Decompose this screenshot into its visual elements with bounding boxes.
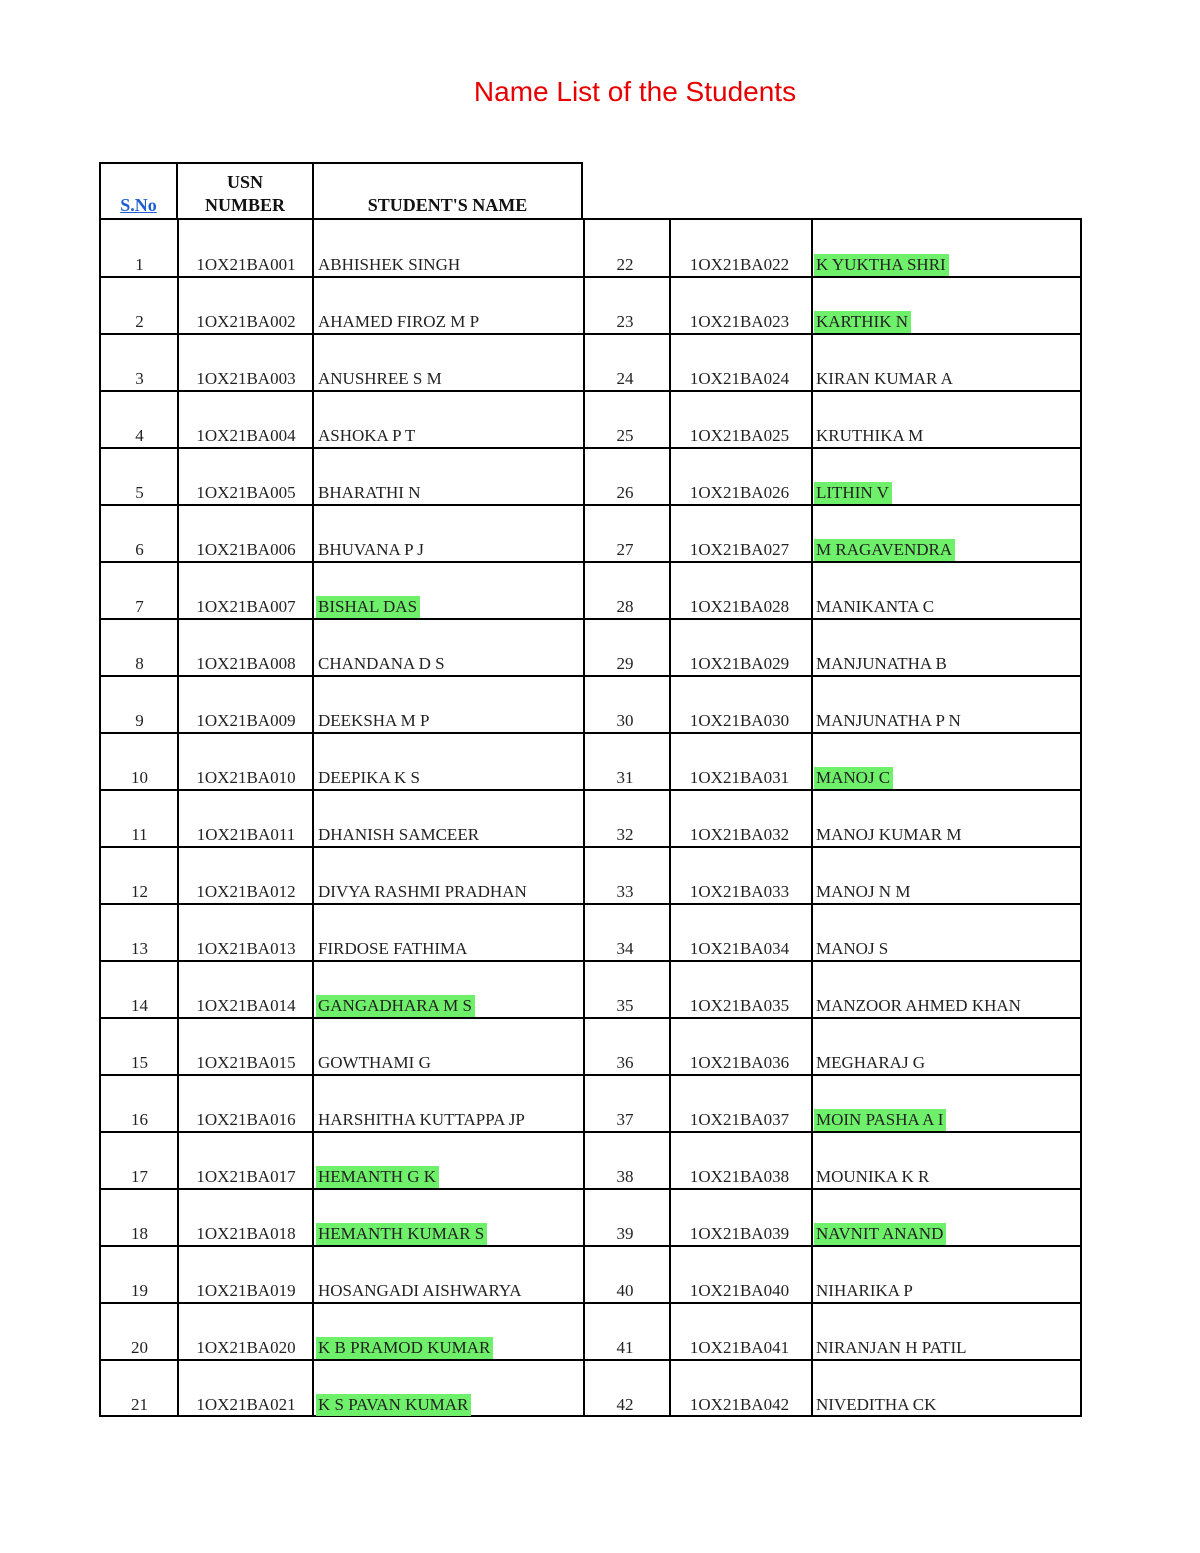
cell-sno: 5 xyxy=(135,483,144,502)
cell-usn: 1OX21BA001 xyxy=(196,255,296,274)
cell-sno: 14 xyxy=(131,996,148,1015)
cell-sno: 41 xyxy=(616,1338,634,1357)
cell-usn: 1OX21BA039 xyxy=(689,1224,790,1243)
cell-usn: 1OX21BA035 xyxy=(689,996,790,1015)
cell-sno: 23 xyxy=(616,312,634,331)
cell-sno: 11 xyxy=(131,825,148,844)
cell-sno: 21 xyxy=(131,1395,148,1414)
cell-usn: 1OX21BA015 xyxy=(196,1053,296,1072)
cell-usn: 1OX21BA037 xyxy=(689,1110,790,1129)
cell-usn: 1OX21BA033 xyxy=(689,882,790,901)
cell-student-name: MANJUNATHA B xyxy=(816,654,947,673)
cell-usn: 1OX21BA023 xyxy=(689,312,790,331)
cell-sno: 6 xyxy=(135,540,144,559)
cell-student-name: MANOJ S xyxy=(816,939,889,958)
cell-sno: 9 xyxy=(135,711,144,730)
cell-student-name: MANIKANTA C xyxy=(816,597,935,616)
header-student-name: STUDENT'S NAME xyxy=(367,195,528,215)
cell-usn: 1OX21BA005 xyxy=(196,483,296,502)
header-usn xyxy=(178,164,314,220)
cell-usn: 1OX21BA006 xyxy=(196,540,296,559)
cell-student-name: CHANDANA D S xyxy=(318,654,445,673)
cell-usn: 1OX21BA011 xyxy=(196,825,296,844)
cell-usn: 1OX21BA027 xyxy=(689,540,790,559)
cell-usn: 1OX21BA019 xyxy=(196,1281,296,1300)
cell-usn: 1OX21BA042 xyxy=(689,1395,790,1414)
cell-student-name: GANGADHARA M S xyxy=(316,995,475,1017)
cell-sno: 38 xyxy=(616,1167,634,1186)
table-header xyxy=(99,162,583,220)
table-row xyxy=(101,1075,1080,1132)
cell-student-name: NAVNIT ANAND xyxy=(814,1223,946,1245)
table-row xyxy=(101,733,1080,790)
cell-student-name: FIRDOSE FATHIMA xyxy=(318,939,468,958)
cell-student-name: NIRANJAN H PATIL xyxy=(816,1338,967,1357)
cell-student-name: HEMANTH G K xyxy=(316,1166,439,1188)
cell-usn: 1OX21BA007 xyxy=(196,597,296,616)
table-row xyxy=(101,334,1080,391)
cell-student-name: KARTHIK N xyxy=(814,311,911,333)
cell-sno: 42 xyxy=(616,1395,634,1414)
cell-usn: 1OX21BA040 xyxy=(689,1281,790,1300)
table-row xyxy=(101,1303,1080,1360)
cell-student-name: MEGHARAJ G xyxy=(816,1053,926,1072)
cell-usn: 1OX21BA031 xyxy=(689,768,790,787)
table-row xyxy=(101,277,1080,334)
cell-student-name: MANOJ N M xyxy=(816,882,911,901)
cell-usn: 1OX21BA034 xyxy=(689,939,790,958)
cell-usn: 1OX21BA036 xyxy=(689,1053,790,1072)
cell-sno: 16 xyxy=(131,1110,148,1129)
cell-usn: 1OX21BA020 xyxy=(196,1338,296,1357)
cell-usn: 1OX21BA003 xyxy=(196,369,296,388)
cell-student-name: KIRAN KUMAR A xyxy=(816,369,953,388)
cell-usn: 1OX21BA025 xyxy=(689,426,790,445)
cell-usn: 1OX21BA024 xyxy=(689,369,790,388)
table-row xyxy=(101,904,1080,961)
cell-sno: 35 xyxy=(616,996,634,1015)
table-row xyxy=(101,220,1080,277)
cell-usn: 1OX21BA028 xyxy=(689,597,790,616)
cell-usn: 1OX21BA021 xyxy=(196,1395,296,1414)
sno-header-link[interactable]: S.No xyxy=(120,195,157,215)
cell-sno: 12 xyxy=(131,882,148,901)
cell-student-name: DIVYA RASHMI PRADHAN xyxy=(318,882,527,901)
cell-usn: 1OX21BA038 xyxy=(689,1167,790,1186)
cell-student-name: MANJUNATHA P N xyxy=(816,711,961,730)
cell-sno: 37 xyxy=(616,1110,634,1129)
cell-student-name: K B PRAMOD KUMAR xyxy=(316,1337,493,1359)
cell-student-name: NIVEDITHA CK xyxy=(816,1395,937,1414)
cell-sno: 10 xyxy=(131,768,148,787)
cell-usn: 1OX21BA004 xyxy=(196,426,296,445)
cell-sno: 26 xyxy=(616,483,634,502)
table-row xyxy=(101,961,1080,1018)
cell-student-name: DEEPIKA K S xyxy=(318,768,421,787)
cell-sno: 2 xyxy=(135,312,144,331)
cell-student-name: ASHOKA P T xyxy=(318,426,416,445)
cell-student-name: HEMANTH KUMAR S xyxy=(316,1223,487,1245)
cell-usn: 1OX21BA016 xyxy=(196,1110,296,1129)
cell-sno: 1 xyxy=(135,255,144,274)
cell-sno: 15 xyxy=(131,1053,148,1072)
cell-student-name: MOUNIKA K R xyxy=(816,1167,930,1186)
cell-student-name: LITHIN V xyxy=(814,482,892,504)
cell-usn: 1OX21BA018 xyxy=(196,1224,296,1243)
cell-sno: 27 xyxy=(616,540,634,559)
cell-sno: 7 xyxy=(135,597,144,616)
cell-student-name: M RAGAVENDRA xyxy=(814,539,955,561)
cell-usn: 1OX21BA041 xyxy=(689,1338,790,1357)
cell-usn: 1OX21BA022 xyxy=(689,255,790,274)
cell-sno: 30 xyxy=(616,711,634,730)
table-row xyxy=(101,562,1080,619)
cell-sno: 20 xyxy=(131,1338,148,1357)
cell-sno: 4 xyxy=(135,426,144,445)
cell-sno: 40 xyxy=(616,1281,634,1300)
cell-sno: 3 xyxy=(135,369,144,388)
cell-usn: 1OX21BA012 xyxy=(196,882,296,901)
cell-student-name: ANUSHREE S M xyxy=(318,369,442,388)
cell-student-name: K S PAVAN KUMAR xyxy=(316,1394,471,1416)
cell-sno: 34 xyxy=(616,939,634,958)
header-usn-line2: NUMBER xyxy=(205,195,285,215)
cell-student-name: MANOJ KUMAR M xyxy=(816,825,962,844)
cell-student-name: KRUTHIKA M xyxy=(816,426,924,445)
table-row xyxy=(101,847,1080,904)
cell-student-name: MANOJ C xyxy=(814,767,893,789)
cell-student-name: DEEKSHA M P xyxy=(318,711,430,730)
table-row xyxy=(101,1246,1080,1303)
header-sno xyxy=(101,164,178,220)
cell-sno: 17 xyxy=(131,1167,148,1186)
cell-sno: 31 xyxy=(616,768,634,787)
cell-sno: 28 xyxy=(616,597,634,616)
table-row xyxy=(101,1189,1080,1246)
cell-student-name: BISHAL DAS xyxy=(316,596,420,618)
cell-student-name: MANZOOR AHMED KHAN xyxy=(816,996,1021,1015)
cell-sno: 18 xyxy=(131,1224,148,1243)
cell-student-name: BHARATHI N xyxy=(318,483,421,502)
cell-student-name: HOSANGADI AISHWARYA xyxy=(318,1281,522,1300)
cell-sno: 19 xyxy=(131,1281,148,1300)
cell-student-name: ABHISHEK SINGH xyxy=(318,255,461,274)
cell-usn: 1OX21BA002 xyxy=(196,312,296,331)
table-row xyxy=(101,448,1080,505)
cell-student-name: NIHARIKA P xyxy=(816,1281,913,1300)
cell-student-name: K YUKTHA SHRI xyxy=(814,254,949,276)
cell-usn: 1OX21BA017 xyxy=(196,1167,296,1186)
cell-usn: 1OX21BA008 xyxy=(196,654,296,673)
cell-student-name: AHAMED FIROZ M P xyxy=(318,312,480,331)
table-row xyxy=(101,1018,1080,1075)
cell-usn: 1OX21BA026 xyxy=(689,483,790,502)
table-row xyxy=(101,391,1080,448)
table-row xyxy=(101,676,1080,733)
cell-student-name: BHUVANA P J xyxy=(318,540,424,559)
cell-usn: 1OX21BA029 xyxy=(689,654,790,673)
cell-sno: 25 xyxy=(616,426,634,445)
cell-sno: 8 xyxy=(135,654,144,673)
cell-sno: 13 xyxy=(131,939,148,958)
cell-usn: 1OX21BA009 xyxy=(196,711,296,730)
cell-usn: 1OX21BA014 xyxy=(196,996,296,1015)
cell-sno: 39 xyxy=(616,1224,634,1243)
cell-student-name: GOWTHAMI G xyxy=(318,1053,431,1072)
cell-student-name: MOIN PASHA A I xyxy=(814,1109,946,1131)
table-row xyxy=(101,790,1080,847)
table-row xyxy=(101,1132,1080,1189)
header-usn-line1: USN xyxy=(226,172,263,192)
cell-sno: 22 xyxy=(616,255,634,274)
cell-sno: 24 xyxy=(616,369,634,388)
cell-student-name: DHANISH SAMCEER xyxy=(318,825,480,844)
cell-usn: 1OX21BA013 xyxy=(196,939,296,958)
cell-usn: 1OX21BA030 xyxy=(689,711,790,730)
table-row xyxy=(101,1360,1080,1417)
cell-usn: 1OX21BA032 xyxy=(689,825,790,844)
cell-sno: 32 xyxy=(616,825,634,844)
table-row xyxy=(101,505,1080,562)
cell-sno: 29 xyxy=(616,654,634,673)
cell-usn: 1OX21BA010 xyxy=(196,768,296,787)
table-row xyxy=(101,619,1080,676)
cell-sno: 36 xyxy=(616,1053,634,1072)
cell-sno: 33 xyxy=(616,882,634,901)
student-table xyxy=(99,218,1082,1417)
page-title: Name List of the Students xyxy=(473,76,797,107)
cell-student-name: HARSHITHA KUTTAPPA JP xyxy=(318,1110,525,1129)
